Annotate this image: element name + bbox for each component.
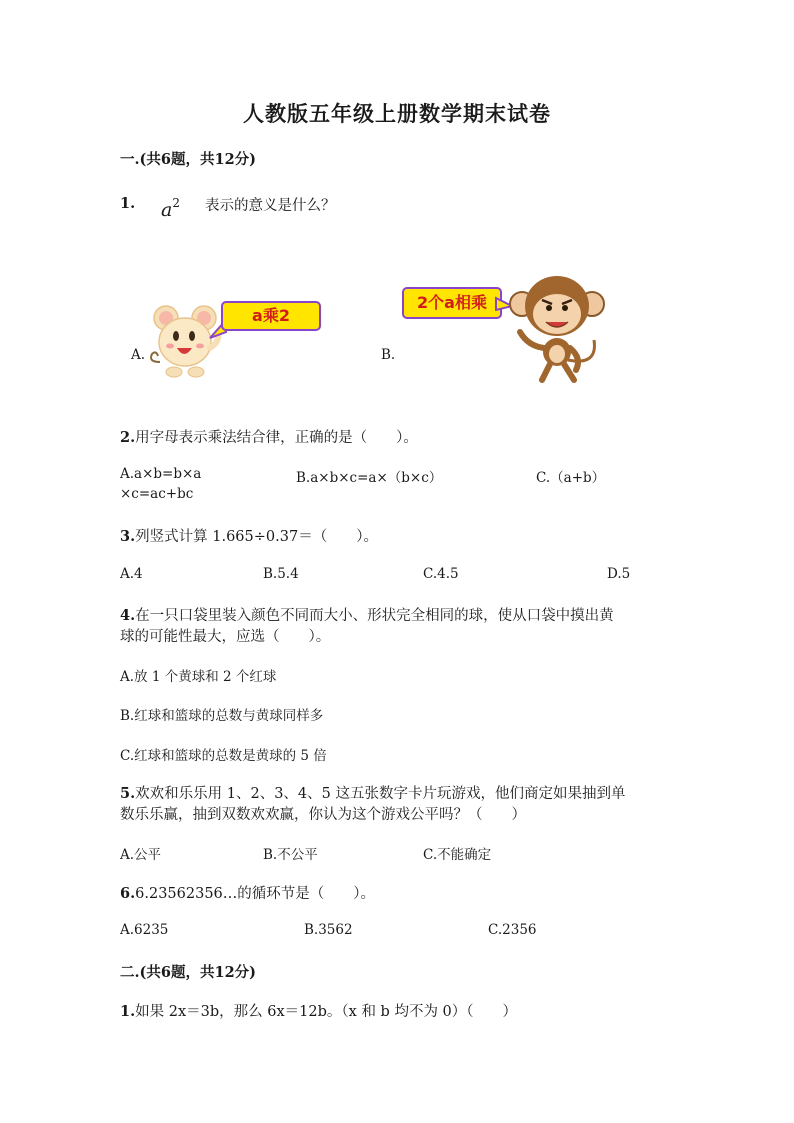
option-c[interactable]: C.2356: [488, 922, 537, 938]
question-text: 表示的意义是什么？: [205, 198, 336, 214]
question-text: 3.列竖式计算 1.665÷0.37＝（ ）。: [120, 528, 378, 545]
question-text-line-2: 球的可能性最大，应选（ ）。: [120, 629, 331, 645]
question-text: 1.如果 2x＝3b，那么 6x＝12b。（x 和 b 均不为 0）（ ）: [120, 1003, 518, 1020]
option-c[interactable]: C.4.5: [423, 566, 459, 582]
option-a[interactable]: A.6235: [120, 922, 169, 938]
option-a-label[interactable]: A.: [131, 347, 146, 363]
option-b[interactable]: B.a×b×c=a×（b×c）: [296, 470, 443, 486]
question-text-line-1: 5.欢欢和乐乐用 1、2、3、4、5 这五张数字卡片玩游戏，他们商定如果抽到单: [120, 785, 626, 802]
option-a[interactable]: A.公平: [120, 847, 162, 863]
option-b[interactable]: B.5.4: [263, 566, 299, 582]
option-b[interactable]: B.红球和篮球的总数与黄球同样多: [120, 708, 324, 724]
option-c[interactable]: C.红球和篮球的总数是黄球的 5 倍: [120, 748, 327, 764]
monkey-icon: [508, 270, 606, 384]
question-text: 6.6.23562356…的循环节是（ ）。: [120, 885, 376, 902]
question-number: 1.: [120, 195, 136, 212]
option-b-label[interactable]: B.: [381, 347, 396, 363]
option-a[interactable]: A.放 1 个黄球和 2 个红球: [120, 669, 277, 685]
question-text: 2.用字母表示乘法结合律，正确的是（ ）。: [120, 429, 418, 446]
option-b[interactable]: B.不公平: [263, 847, 318, 863]
option-b-speech-bubble: 2个a相乘: [402, 287, 502, 319]
option-c-continued[interactable]: ×c=ac+bc: [120, 486, 194, 502]
option-d[interactable]: D.5: [607, 566, 631, 582]
option-a[interactable]: A.4: [120, 566, 143, 582]
question-text-line-2: 数乐乐赢，抽到双数欢欢赢，你认为这个游戏公平吗？（ ）: [120, 807, 526, 823]
option-c[interactable]: C.（a+b）: [536, 470, 606, 486]
section-1-heading: 一.(共6题，共12分): [120, 151, 257, 168]
option-c[interactable]: C.不能确定: [423, 847, 492, 863]
page-title: 人教版五年级上册数学期末试卷: [243, 101, 551, 126]
option-a[interactable]: A.a×b=b×a: [120, 466, 202, 482]
option-a-speech-bubble: a乘2: [221, 301, 321, 331]
option-b[interactable]: B.3562: [304, 922, 353, 938]
section-2-heading: 二.(共6题，共12分): [120, 964, 257, 981]
mouse-icon: [146, 302, 226, 380]
math-expression: $a^2$: [161, 196, 180, 221]
question-text-line-1: 4.在一只口袋里装入颜色不同而大小、形状完全相同的球，使从口袋中摸出黄: [120, 607, 614, 624]
